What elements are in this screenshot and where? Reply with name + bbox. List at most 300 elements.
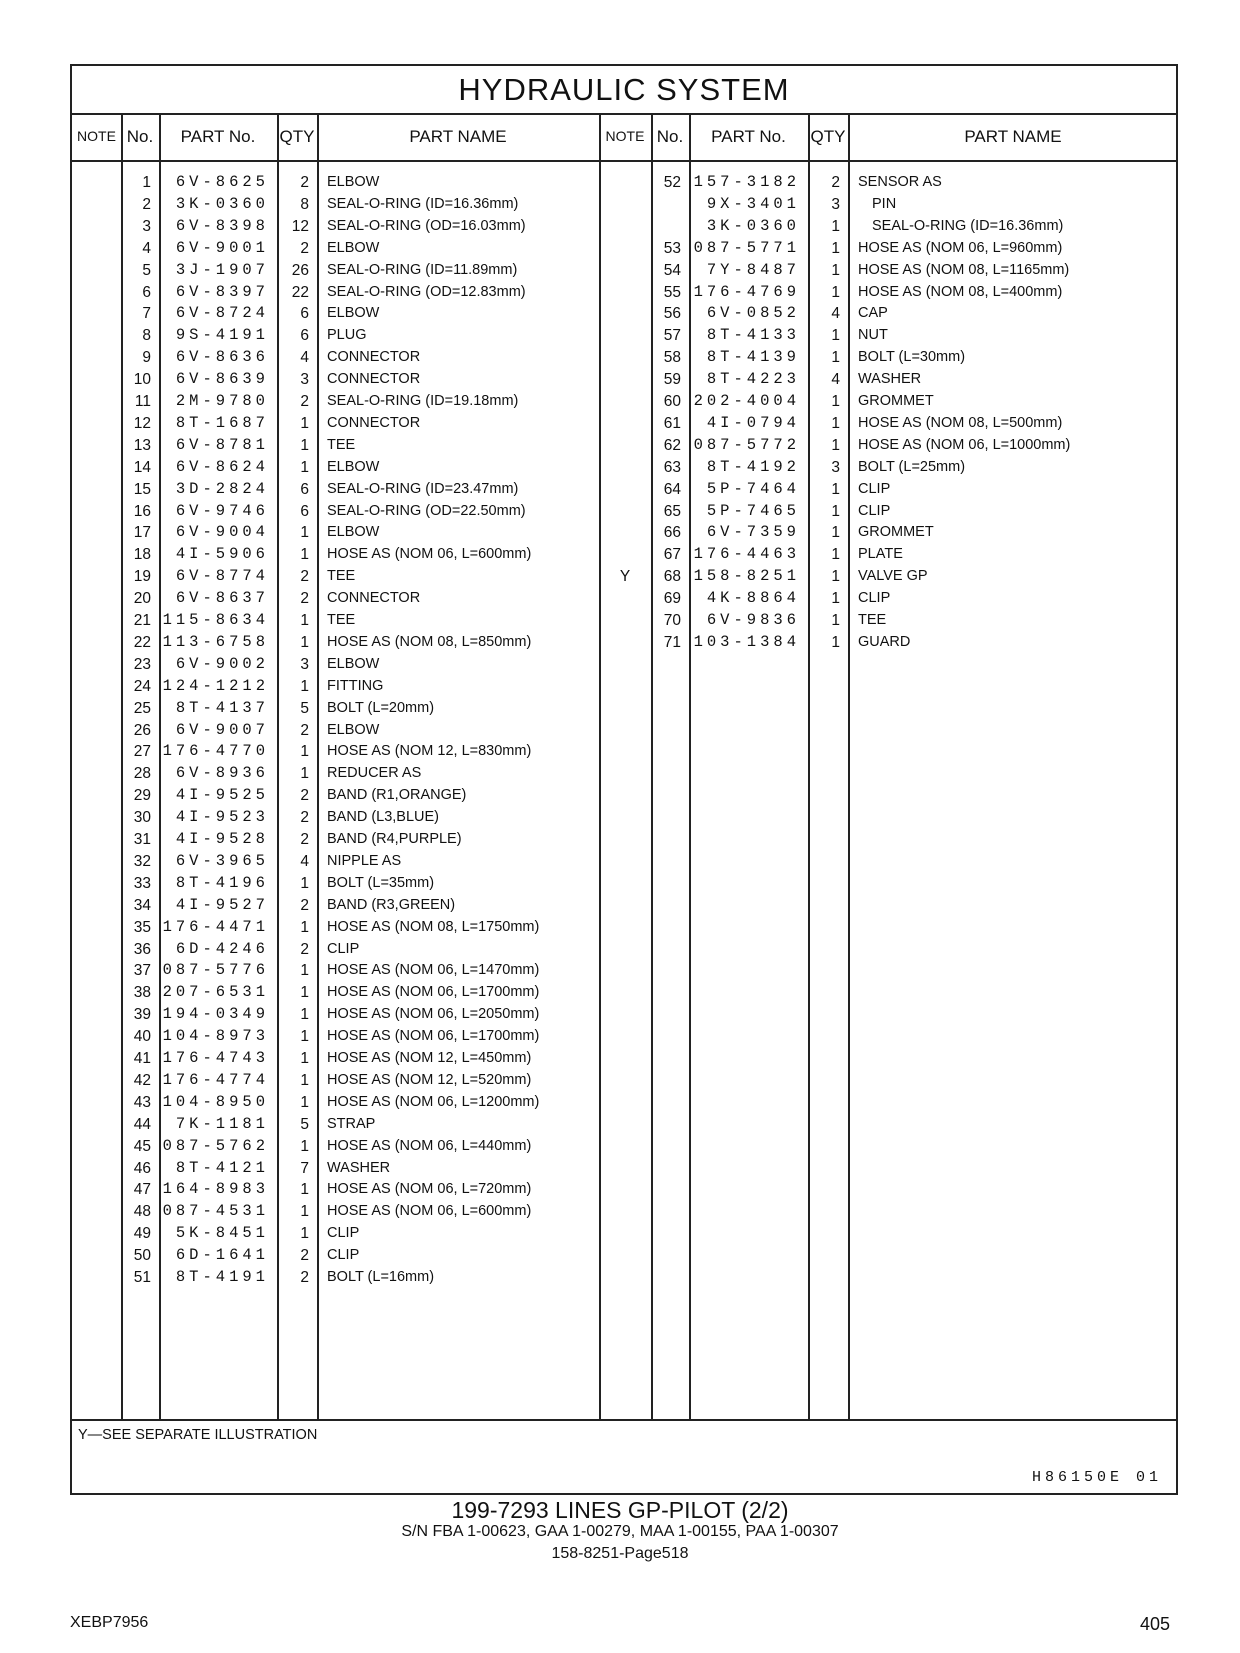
parts-table-frame (70, 64, 1178, 1495)
quantity: 4 (300, 852, 309, 870)
part-number: 6V-8781 (175, 435, 269, 454)
part-name: SEAL-O-RING (OD=16.03mm) (327, 217, 526, 234)
part-name: HOSE AS (NOM 08, L=400mm) (858, 283, 1063, 300)
item-number: 58 (663, 349, 681, 367)
part-number: 087-5771 (693, 238, 800, 257)
part-name: REDUCER AS (327, 765, 422, 782)
note-cell (72, 456, 121, 479)
quantity: 4 (300, 349, 309, 367)
part-name: BAND (L3,BLUE) (327, 809, 440, 826)
part-name: NIPPLE AS (327, 852, 402, 869)
note-cell (72, 894, 121, 917)
page-title: HYDRAULIC SYSTEM (458, 72, 790, 107)
part-name: BAND (R4,PURPLE) (327, 831, 462, 847)
quantity: 1 (300, 1203, 309, 1221)
item-number: 59 (663, 371, 681, 389)
item-number: 19 (133, 568, 151, 586)
quantity: 3 (300, 655, 309, 673)
part-name: VALVE GP (858, 568, 928, 585)
quantity: 1 (300, 743, 309, 761)
item-number: 38 (133, 984, 151, 1002)
quantity: 1 (300, 1093, 309, 1111)
part-number: 8T-4139 (706, 348, 800, 367)
item-number: 51 (133, 1269, 151, 1286)
note-cell (72, 806, 121, 829)
note-cell (72, 346, 121, 369)
part-name: HOSE AS (NOM 06, L=440mm) (327, 1137, 532, 1154)
note-cell (72, 281, 121, 304)
note-cell (599, 390, 651, 413)
item-number: 26 (133, 721, 151, 739)
note-cell (599, 368, 651, 391)
note-cell (72, 697, 121, 720)
note-cell (72, 587, 121, 610)
part-number: 194-0349 (162, 1005, 269, 1024)
part-number: 6D-4246 (175, 939, 269, 958)
quantity: 4 (831, 305, 840, 323)
note-cell (599, 215, 651, 238)
quantity: 2 (300, 809, 309, 827)
item-number: 49 (133, 1225, 151, 1243)
part-number: 4I-9527 (175, 895, 269, 914)
note-cell (72, 1157, 121, 1180)
quantity: 2 (831, 174, 840, 191)
item-number: 52 (663, 174, 681, 191)
note-cell (72, 302, 121, 325)
item-number: 43 (133, 1093, 151, 1111)
item-number: 37 (133, 962, 151, 980)
part-name: TEE (327, 436, 356, 453)
item-number: 28 (133, 765, 151, 783)
part-name: HOSE AS (NOM 12, L=450mm) (327, 1050, 532, 1066)
item-number (651, 193, 681, 216)
part-number: 6V-9007 (175, 720, 269, 739)
quantity: 1 (831, 239, 840, 257)
item-number: 36 (133, 940, 151, 958)
note-cell (72, 653, 121, 676)
note-cell (72, 675, 121, 698)
table-footer (72, 1419, 1176, 1497)
quantity: 2 (300, 568, 309, 586)
item-number: 48 (133, 1203, 151, 1221)
quantity: 1 (831, 633, 840, 651)
part-name: CLIP (327, 940, 360, 957)
part-name: PLATE (858, 546, 903, 563)
header-note-left: NOTE (77, 128, 116, 144)
part-number: 176-4769 (693, 282, 800, 301)
part-number: 4I-9523 (175, 808, 269, 827)
part-number: 087-5772 (693, 435, 800, 454)
part-number: 207-6531 (162, 983, 269, 1002)
part-number: 8T-4192 (706, 457, 800, 476)
item-number: 17 (133, 524, 151, 542)
quantity: 1 (300, 962, 309, 980)
item-number: 3 (142, 217, 151, 235)
quantity: 2 (300, 940, 309, 958)
quantity: 1 (831, 546, 840, 564)
note-cell (72, 1200, 121, 1223)
part-number: 4I-0794 (706, 413, 800, 432)
part-number: 6V-9002 (175, 654, 269, 673)
part-number: 104-8950 (162, 1092, 269, 1111)
part-name: CONNECTOR (327, 590, 421, 607)
part-name: STRAP (327, 1115, 376, 1132)
part-name: CONNECTOR (327, 349, 421, 366)
page-number: 405 (1139, 1614, 1170, 1634)
note-cell (72, 1113, 121, 1136)
note-cell (72, 171, 121, 194)
note-cell (599, 412, 651, 435)
item-number (651, 215, 681, 238)
quantity: 1 (300, 918, 309, 936)
note-cell (599, 171, 651, 194)
quantity: 6 (300, 327, 309, 345)
item-number: 64 (663, 480, 681, 498)
note-cell (72, 1135, 121, 1158)
quantity: 26 (291, 261, 309, 279)
note-cell (72, 237, 121, 260)
part-name: SEAL-O-RING (ID=19.18mm) (327, 393, 519, 409)
quantity: 1 (300, 414, 309, 432)
quantity: 1 (300, 458, 309, 476)
part-name: HOSE AS (NOM 06, L=720mm) (327, 1181, 532, 1198)
part-number: 4I-5906 (175, 545, 269, 564)
part-number: 6V-3965 (175, 851, 269, 870)
header-no-right: No. (656, 127, 684, 146)
quantity: 2 (300, 174, 309, 191)
item-number: 11 (134, 393, 151, 410)
part-name: FITTING (327, 677, 384, 694)
parts-list-body (72, 162, 1176, 1419)
quantity: 3 (831, 195, 840, 213)
note-cell (72, 434, 121, 457)
item-number: 39 (133, 1006, 151, 1024)
part-name: HOSE AS (NOM 08, L=1750mm) (327, 918, 540, 935)
part-number: 087-5776 (162, 961, 269, 980)
quantity: 1 (300, 1050, 309, 1067)
caption-reference: 158-8251-Page518 (551, 1545, 689, 1562)
note-cell (72, 1025, 121, 1048)
part-name: SEAL-O-RING (ID=11.89mm) (327, 261, 518, 278)
part-number: 176-4743 (162, 1049, 269, 1067)
note-cell (72, 565, 121, 588)
part-name: CONNECTOR (327, 414, 421, 431)
quantity: 1 (831, 327, 840, 345)
part-name: HOSE AS (NOM 08, L=1165mm) (858, 261, 1070, 278)
quantity: 2 (300, 1247, 309, 1265)
note-cell (599, 609, 651, 632)
part-number: 103-1384 (693, 632, 800, 651)
part-number: 6V-8398 (175, 216, 269, 235)
part-number: 4K-8864 (706, 589, 800, 608)
quantity: 1 (831, 524, 840, 542)
part-number: 6V-8397 (175, 282, 269, 301)
part-name: HOSE AS (NOM 12, L=520mm) (327, 1071, 532, 1088)
part-number: 6V-8936 (175, 764, 269, 783)
item-number: 41 (133, 1050, 151, 1067)
part-number: 158-8251 (693, 567, 800, 586)
note-cell (599, 434, 651, 457)
part-number: 6V-0852 (706, 304, 800, 323)
item-number: 5 (142, 261, 151, 279)
quantity: 6 (300, 502, 309, 520)
part-number: 3J-1907 (175, 260, 269, 279)
part-name: SEAL-O-RING (OD=22.50mm) (327, 502, 526, 519)
part-number: 6V-8636 (175, 348, 269, 367)
part-number: 4I-9528 (175, 830, 269, 848)
item-number: 35 (133, 918, 151, 936)
footnote: Y—SEE SEPARATE ILLUSTRATION (78, 1427, 318, 1443)
item-number: 31 (133, 831, 151, 848)
quantity: 5 (300, 699, 309, 717)
quantity: 6 (300, 305, 309, 323)
part-name: HOSE AS (NOM 08, L=850mm) (327, 633, 532, 650)
item-number: 56 (663, 305, 681, 323)
item-number: 10 (133, 371, 151, 389)
item-number: 2 (142, 195, 151, 213)
part-name: PLUG (327, 327, 367, 344)
header-qty-left: QTY (279, 127, 315, 146)
quantity: 2 (300, 1269, 309, 1286)
quantity: 1 (300, 612, 309, 629)
header-note-right: NOTE (605, 128, 645, 144)
note-cell (72, 1069, 121, 1092)
item-number: 46 (133, 1159, 151, 1177)
header-part-no-right: PART No. (711, 127, 786, 146)
drawing-number: H86150E 01 (1031, 1469, 1162, 1486)
part-number: 9X-3401 (706, 194, 800, 213)
part-number: 7Y-8487 (706, 260, 800, 279)
part-number: 6V-8774 (175, 567, 269, 586)
note-cell (72, 916, 121, 939)
part-name: BAND (R3,GREEN) (327, 896, 456, 913)
part-number: 3K-0360 (175, 194, 269, 213)
note-cell (72, 1047, 121, 1070)
quantity: 2 (300, 896, 309, 914)
part-name: HOSE AS (NOM 06, L=600mm) (327, 1203, 532, 1220)
part-number: 6V-9004 (175, 523, 269, 542)
part-number: 6V-8639 (175, 370, 269, 389)
note-cell (72, 215, 121, 238)
note-cell (72, 1091, 121, 1114)
part-number: 8T-4137 (175, 698, 269, 717)
quantity: 1 (300, 677, 309, 695)
part-number: 176-4774 (162, 1070, 269, 1089)
item-number: 61 (663, 414, 681, 432)
part-name: WASHER (327, 1159, 391, 1176)
part-number: 9S-4191 (175, 326, 269, 345)
item-number: 55 (663, 283, 681, 301)
note-cell (72, 1178, 121, 1201)
note-cell (599, 543, 651, 566)
part-number: 164-8983 (162, 1180, 269, 1199)
part-number: 115-8634 (162, 611, 269, 629)
part-name: ELBOW (327, 655, 380, 672)
part-number: 8T-4196 (175, 873, 269, 892)
item-number: 15 (133, 480, 151, 498)
item-number: 14 (133, 458, 151, 476)
part-name: BOLT (L=30mm) (858, 349, 966, 366)
part-number: 6V-8724 (175, 304, 269, 323)
part-name: ELBOW (327, 721, 380, 738)
note-cell (72, 543, 121, 566)
header-no-left: No. (126, 127, 154, 146)
part-number: 8T-1687 (175, 413, 269, 432)
part-name: WASHER (858, 371, 922, 388)
item-number: 65 (663, 502, 681, 520)
part-name: ELBOW (327, 305, 380, 322)
part-name: ELBOW (327, 239, 380, 256)
item-number: 40 (133, 1028, 151, 1046)
item-number: 57 (663, 327, 681, 345)
quantity: 1 (831, 393, 840, 410)
note-cell (72, 1003, 121, 1026)
part-name: HOSE AS (NOM 06, L=600mm) (327, 546, 532, 563)
quantity: 1 (831, 502, 840, 520)
item-number: 22 (133, 633, 151, 651)
quantity: 1 (300, 633, 309, 651)
part-name: TEE (327, 568, 356, 585)
note-cell (72, 740, 121, 763)
note-cell (72, 719, 121, 742)
item-number: 47 (133, 1181, 151, 1199)
quantity: 2 (300, 831, 309, 848)
note-cell (599, 259, 651, 282)
part-number: 113-6758 (162, 632, 269, 651)
part-number: 176-4463 (693, 545, 800, 564)
part-name: TEE (327, 612, 356, 628)
part-name: HOSE AS (NOM 08, L=500mm) (858, 414, 1063, 431)
part-number: 6V-9001 (175, 238, 269, 257)
part-name: HOSE AS (NOM 06, L=1470mm) (327, 962, 540, 979)
header-part-name-left: PART NAME (409, 127, 507, 146)
part-name: HOSE AS (NOM 06, L=960mm) (858, 239, 1063, 256)
quantity: 1 (831, 568, 840, 586)
item-number: 9 (142, 349, 151, 367)
item-number: 21 (133, 612, 151, 629)
quantity: 1 (300, 524, 309, 542)
document-id: XEBP7956 (70, 1614, 149, 1631)
item-number: 13 (133, 436, 151, 454)
item-number: 66 (663, 524, 681, 542)
part-name: HOSE AS (NOM 06, L=1200mm) (327, 1093, 540, 1110)
part-name: SENSOR AS (858, 174, 942, 190)
part-name: PIN (872, 195, 897, 212)
note-cell (72, 959, 121, 982)
note-cell (72, 390, 121, 413)
note-cell (72, 500, 121, 523)
note-cell (72, 478, 121, 501)
quantity: 1 (300, 436, 309, 454)
part-name: CLIP (858, 480, 891, 497)
part-number: 8T-4191 (175, 1268, 269, 1286)
part-number: 157-3182 (693, 173, 800, 191)
note-cell (72, 828, 121, 851)
note-cell (599, 631, 651, 654)
note-cell (599, 521, 651, 544)
part-name: CLIP (327, 1247, 360, 1264)
item-number: 63 (663, 458, 681, 476)
header-qty-right: QTY (810, 127, 846, 146)
quantity: 1 (300, 765, 309, 783)
quantity: 1 (831, 612, 840, 629)
note-cell (72, 193, 121, 216)
item-number: 34 (133, 896, 151, 914)
quantity: 2 (300, 787, 309, 805)
item-number: 7 (142, 305, 151, 323)
note-cell (72, 259, 121, 282)
part-number: 6V-8637 (175, 589, 269, 608)
item-number: 67 (663, 546, 681, 564)
note-cell (599, 324, 651, 347)
quantity: 1 (300, 984, 309, 1002)
note-cell (72, 1244, 121, 1267)
caption-title: 199-7293 LINES GP-PILOT (2/2) (451, 1497, 789, 1523)
note-cell (599, 478, 651, 501)
part-number: 8T-4121 (175, 1158, 269, 1177)
part-name: SEAL-O-RING (ID=16.36mm) (872, 217, 1064, 234)
quantity: 8 (300, 195, 309, 213)
quantity: 1 (300, 1181, 309, 1199)
part-name: HOSE AS (NOM 06, L=1700mm) (327, 1028, 540, 1045)
quantity: 1 (300, 1137, 309, 1155)
item-number: 50 (133, 1247, 151, 1265)
part-number: 6V-7359 (706, 523, 800, 542)
note-cell (72, 631, 121, 654)
part-number: 202-4004 (693, 392, 800, 410)
part-number: 4I-9525 (175, 786, 269, 805)
note-cell (72, 368, 121, 391)
title-row (72, 66, 1176, 115)
part-name: CLIP (858, 502, 891, 519)
item-number: 53 (663, 239, 681, 257)
header-part-no-left: PART No. (180, 127, 256, 146)
part-number: 3D-2824 (175, 479, 269, 498)
note-cell (72, 324, 121, 347)
note-cell (72, 1222, 121, 1245)
item-number: 8 (142, 327, 151, 345)
part-name: HOSE AS (NOM 06, L=1000mm) (858, 436, 1071, 453)
header-part-name-right: PART NAME (964, 127, 1062, 146)
item-number: 32 (133, 852, 151, 870)
part-number: 124-1212 (162, 676, 269, 695)
part-name: HOSE AS (NOM 06, L=1700mm) (327, 984, 540, 1001)
quantity: 1 (831, 436, 840, 454)
part-name: ELBOW (327, 458, 380, 475)
part-name: TEE (858, 612, 887, 628)
note-cell (72, 762, 121, 785)
quantity: 12 (291, 217, 309, 235)
quantity: 1 (300, 546, 309, 564)
item-number: 20 (133, 590, 151, 608)
quantity: 1 (831, 590, 840, 608)
part-name: NUT (858, 327, 888, 344)
part-name: BOLT (L=25mm) (858, 458, 966, 475)
part-name: BOLT (L=35mm) (327, 874, 435, 891)
quantity: 2 (300, 393, 309, 410)
quantity: 2 (300, 590, 309, 608)
part-name: SEAL-O-RING (ID=16.36mm) (327, 195, 519, 212)
item-number: 23 (133, 655, 151, 673)
part-name: GUARD (858, 633, 911, 650)
item-number: 6 (142, 283, 151, 301)
part-number: 2M-9780 (175, 392, 269, 410)
quantity: 2 (300, 721, 309, 739)
item-number: 16 (133, 502, 151, 520)
quantity: 3 (300, 371, 309, 389)
item-number: 12 (133, 414, 151, 432)
item-number: 42 (133, 1071, 151, 1089)
